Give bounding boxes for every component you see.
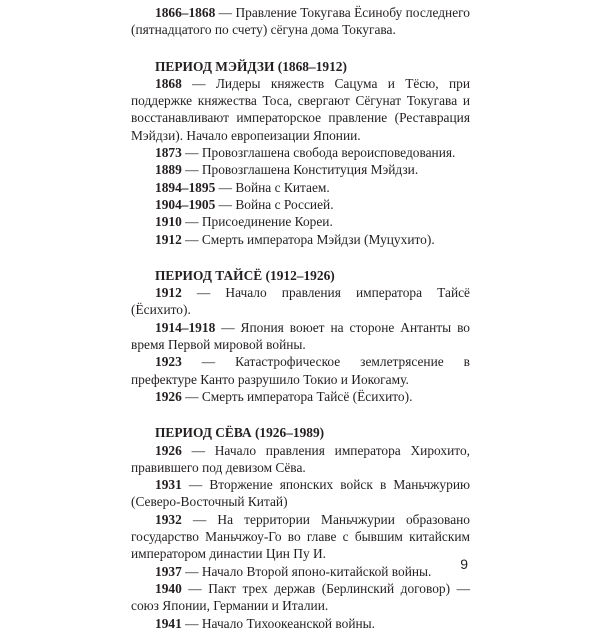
timeline-entry (131, 179, 470, 196)
entry-text: — Начало Второй японо-китайской войны. (181, 563, 432, 579)
timeline-entry (131, 196, 470, 213)
entry-text: — Смерть императора Мэйдзи (Муцухито). (181, 231, 435, 247)
timeline-entry (131, 319, 470, 354)
entry-text: — Начало правления императора Хирохито, правившего под девизом Сёва. (131, 442, 470, 475)
entry-year: 1866–1868 (155, 5, 216, 20)
page-number: 9 (460, 556, 468, 572)
entry-year: 1923 (155, 354, 182, 370)
entry-year: 1931 (155, 477, 182, 493)
timeline-entry (131, 353, 470, 388)
entry-year: 1868 (155, 75, 182, 91)
entry-year: 1926 (155, 442, 182, 458)
entry-year: 1904–1905 (155, 196, 216, 212)
entry-year: 1914–1918 (155, 319, 216, 335)
entry-year: 1889 (155, 162, 182, 178)
timeline-entry (131, 563, 470, 580)
timeline-entry (131, 388, 470, 405)
timeline-entry (131, 75, 470, 144)
page-content (131, 4, 470, 632)
section-showa (131, 424, 470, 632)
section-taisho (131, 267, 470, 405)
timeline-entry (131, 284, 470, 319)
section-heading: ПЕРИОД СЁВА (1926–1989) (155, 425, 325, 441)
timeline-entry (131, 615, 470, 632)
intro-block (131, 4, 470, 39)
entry-year: 1894–1895 (155, 179, 216, 195)
entry-text: — Смерть императора Тайсё (Ёсихито). (181, 388, 413, 404)
timeline-entry (131, 231, 470, 248)
entry-year: 1940 (155, 580, 182, 596)
entry-year: 1912 (155, 285, 182, 301)
entry-text: — На территории Маньчжурии образовано государство Маньчжоу-Го во главе с бывшим китайским императором династии Цин Пу И. (131, 511, 470, 562)
entry-year: 1873 (155, 145, 182, 161)
timeline-entry (131, 442, 470, 477)
timeline-entry (131, 4, 470, 39)
timeline-entry (131, 161, 470, 178)
section-meiji (131, 58, 470, 248)
entry-year: 1937 (155, 563, 182, 579)
entry-text: — Война с Россией. (215, 196, 334, 212)
timeline-entry (131, 476, 470, 511)
entry-text: — Присоединение Кореи. (181, 214, 333, 230)
entry-text: — Пакт трех держав (Берлинский договор) — союз Японии, Германии и Италии. (131, 580, 470, 614)
timeline-entry (131, 144, 470, 161)
entry-text: — Правление Токугава Ёсинобу последнего (пятнадцатого по счету) сёгуна дома Токугава. (131, 5, 470, 38)
section-heading: ПЕРИОД ТАЙСЁ (1912–1926) (155, 267, 335, 283)
entry-year: 1912 (155, 231, 182, 247)
entry-year: 1910 (155, 214, 182, 230)
section-heading: ПЕРИОД МЭЙДЗИ (1868–1912) (155, 58, 347, 74)
entry-text: — Провозглашена Конституция Мэйдзи. (181, 162, 419, 178)
timeline-entry (131, 511, 470, 563)
entry-year: 1926 (155, 388, 182, 404)
entry-text: — Начало правления императора Тайсё (Ёсихито). (131, 285, 470, 318)
entry-text: — Война с Китаем. (215, 179, 330, 195)
entry-year: 1941 (155, 615, 182, 631)
entry-text: — Лидеры княжеств Сацума и Тёсю, при поддержке княжества Тоса, свергают Сёгунат Токугава и восстанавливают императорское правление (Реставрация Мэйдзи). Начало европеизации Японии. (131, 75, 470, 143)
entry-text: — Начало Тихоокеанской войны. (181, 615, 376, 631)
entry-text: — Провозглашена свобода вероисповедования. (181, 145, 456, 161)
entry-text: — Япония воюет на стороне Антанты во время Первой мировой войны. (131, 319, 470, 353)
timeline-entry (131, 213, 470, 230)
entry-text: — Катастрофическое землетрясение в префектуре Канто разрушило Токио и Иокогаму. (131, 354, 470, 387)
entry-text: — Вторжение японских войск в Маньчжурию (Северо-Восточный Китай) (131, 477, 470, 510)
entry-year: 1932 (155, 511, 182, 527)
timeline-entry (131, 580, 470, 615)
